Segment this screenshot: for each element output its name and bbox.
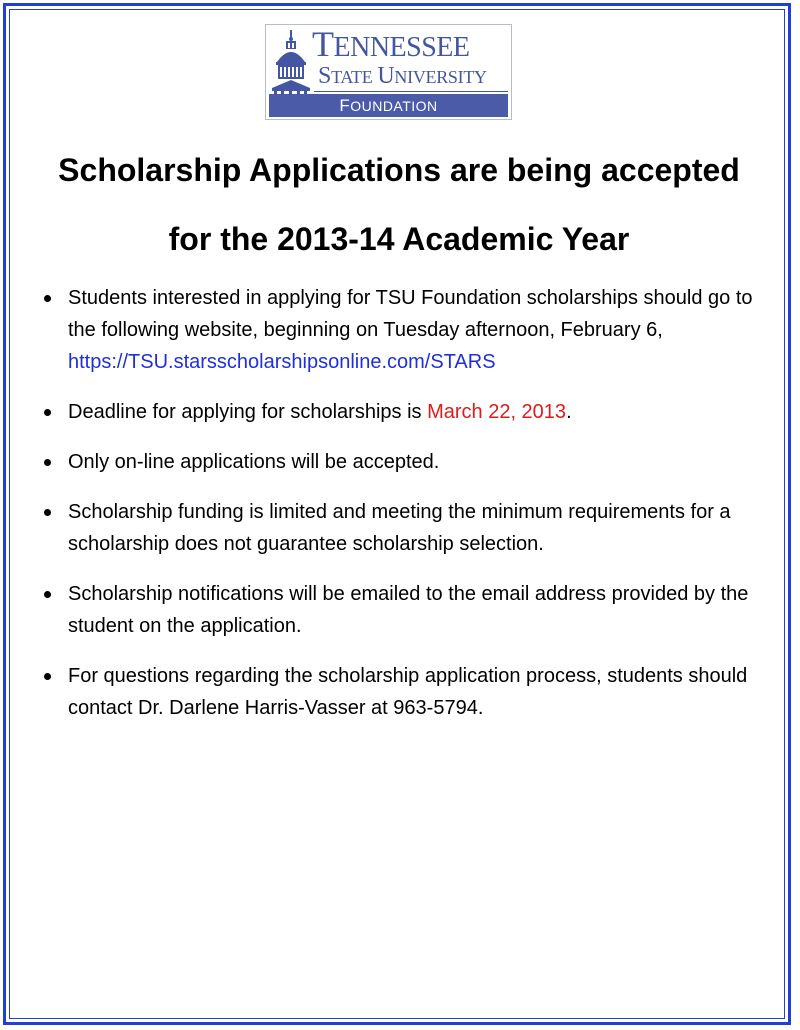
logo-divider [314,91,508,92]
stars-website-link[interactable]: https://TSU.starsscholarshipsonline.com/STARS [68,351,496,373]
logo-state-initial: S [318,63,332,89]
bullet-funding [40,496,780,560]
bullet-funding-text: Scholarship funding is limited and meeting the minimum requirements for a scholarship does not guarantee scholarship selection. [68,501,731,555]
bullet-dot-icon [44,409,51,416]
info-bullet-list [40,282,780,742]
tsu-foundation-logo [265,24,512,120]
bullet-contact [40,660,780,724]
logo-university-initial: U [377,63,395,89]
logo-foundation-initial: F [339,96,351,115]
bullet-website [40,282,780,378]
bullet-online-only-text: Only on-line applications will be accepted. [68,451,440,473]
logo-tennessee-rest: ENNESSEE [333,32,470,63]
heading-line-2: for the 2013-14 Academic Year [168,221,630,257]
deadline-date: March 22, 2013 [427,401,567,423]
bullet-dot-icon [44,673,51,680]
logo-foundation-band [269,94,508,117]
logo-tennessee-initial: T [312,24,334,64]
bullet-dot-icon [44,295,51,302]
bullet-dot-icon [44,509,51,516]
bullet-dot-icon [44,591,51,598]
heading-line-1: Scholarship Applications are being accepted [58,152,740,188]
logo-state-rest: TATE [331,67,373,87]
bullet-notifications [40,578,780,642]
bullet-deadline-text: Deadline for applying for scholarships is [68,401,428,423]
bullet-notifications-text: Scholarship notifications will be emailed to the email address provided by the student on the application. [68,583,749,637]
bullet-online-only [40,446,780,478]
bullet-deadline-period: . [566,401,572,423]
bullet-website-text: Students interested in applying for TSU Foundation scholarships should go to the following website, beginning on Tuesday afternoon, February 6, [68,287,753,341]
bullet-dot-icon [44,459,51,466]
logo-university-rest: NIVERSITY [394,67,487,87]
logo-tennessee-text [312,24,508,65]
bullet-deadline [40,396,780,428]
bullet-contact-text: For questions regarding the scholarship application process, students should contact Dr. Darlene Harris-Vasser at 963-5794. [68,665,748,719]
logo-state-university-text [318,64,510,89]
logo-foundation-rest: OUNDATION [350,98,438,114]
